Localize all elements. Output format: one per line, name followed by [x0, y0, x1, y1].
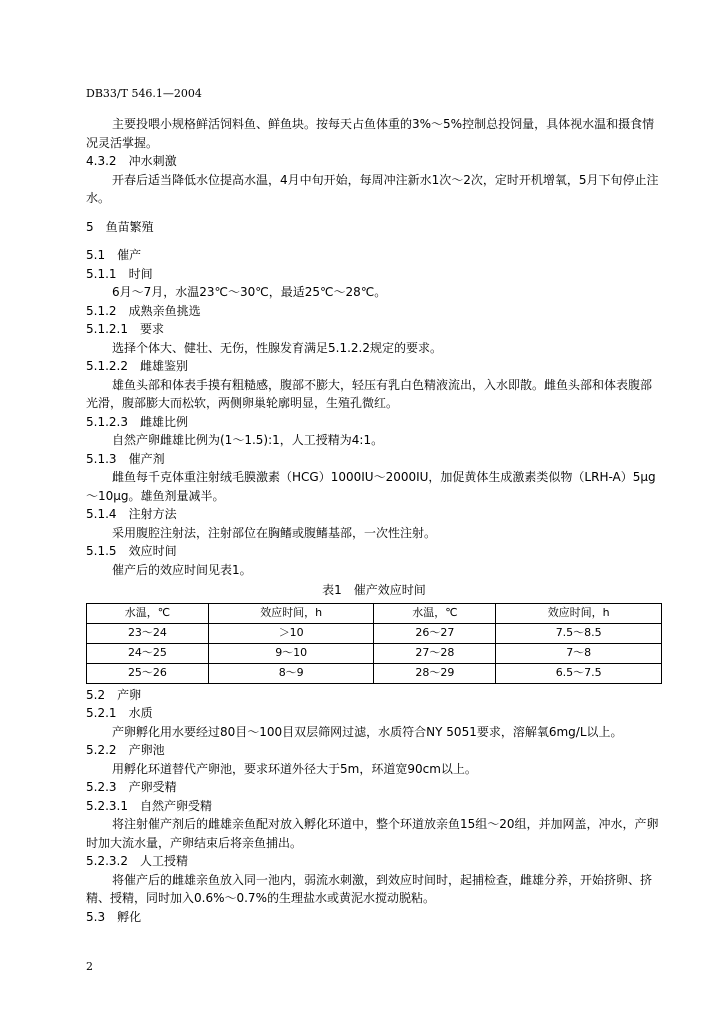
- table-caption: 表1 催产效应时间: [322, 583, 426, 597]
- table-cell: 8～9: [208, 663, 374, 683]
- paragraph: 用孵化环道替代产卵池，要求环道外径大于5m，环道宽90cm以上。: [112, 761, 477, 776]
- section-number: 5.1.5: [86, 544, 117, 558]
- table-cell: 27～28: [374, 643, 496, 663]
- section-heading: [86, 302, 662, 321]
- paragraph: 自然产卵雌雄比例为(1～1.5):1，人工授精为4:1。: [112, 433, 384, 447]
- section-title: 雌雄比例: [140, 414, 189, 429]
- section-title: 雌雄鉴别: [140, 359, 189, 373]
- section-heading: [86, 704, 662, 723]
- paragraph: 雄鱼头部和体表手摸有粗糙感，腹部不膨大，轻压有乳白色精液流出，入水即散。雌鱼头部和体表腹部光滑，腹部膨大而松软，两侧卵巢轮廓明显，生殖孔微红。: [86, 377, 653, 410]
- table-cell: 26～27: [374, 623, 496, 643]
- table-cell: 25～26: [87, 663, 209, 683]
- table-row: [87, 663, 662, 683]
- page-number: 2: [86, 960, 93, 973]
- section-heading: [86, 908, 662, 927]
- section-number: 5.1.2.3: [86, 414, 128, 429]
- table-row: [87, 643, 662, 663]
- section-heading: [86, 542, 662, 561]
- section-title: 催产剂: [128, 451, 165, 466]
- table-cell: 7～8: [496, 643, 662, 663]
- section-heading: [86, 218, 662, 237]
- paragraph: 开春后适当降低水位提高水温，4月中旬开始，每周冲注新水1次～2次，定时开机增氧，5月下旬停止注水。: [86, 172, 659, 205]
- section-number: 5: [86, 219, 94, 234]
- table-cell: 9～10: [208, 643, 374, 663]
- section-heading: [86, 686, 662, 705]
- section-title: 自然产卵受精: [140, 798, 213, 813]
- section-heading: [86, 852, 662, 871]
- paragraph: 6月～7月，水温23℃～30℃，最适25℃～28℃。: [112, 285, 387, 299]
- section-number: 5.2: [86, 687, 106, 702]
- table-header-cell: 水温，℃: [87, 603, 209, 623]
- section-heading: [86, 357, 662, 376]
- section-number: 5.2.3.2: [86, 854, 128, 868]
- section-heading: [86, 797, 662, 816]
- section-title: 水质: [128, 706, 153, 720]
- paragraph: 产卵孵化用水要经过80目～100目双层筛网过滤，水质符合NY 5051要求，溶解氧6mg/L以上。: [112, 724, 623, 739]
- table-cell: 6.5～7.5: [496, 663, 662, 683]
- section-number: 5.1.2.2: [86, 359, 128, 373]
- section-title: 成熟亲鱼挑选: [128, 303, 201, 318]
- section-heading: [86, 778, 662, 797]
- section-heading: [86, 152, 662, 171]
- paragraph: 采用腹腔注射法，注射部位在胸鳍或腹鳍基部，一次性注射。: [112, 525, 437, 540]
- section-title: 效应时间: [128, 544, 177, 558]
- response-time-table: [86, 603, 662, 684]
- section-heading: [86, 450, 662, 469]
- section-number: 5.1.1: [86, 266, 117, 281]
- table-cell: 7.5～8.5: [496, 623, 662, 643]
- paragraph: 雌鱼每千克体重注射绒毛膜激素（HCG）1000IU～2000IU，加促黄体生成激素类似物（LRH-A）5μg～10μg。雄鱼剂量减半。: [86, 470, 656, 503]
- table-cell: 24～25: [87, 643, 209, 663]
- section-number: 5.2.3.1: [86, 798, 128, 813]
- section-number: 5.1.2.1: [86, 322, 128, 336]
- section-title: 时间: [128, 266, 153, 281]
- section-title: 冲水刺激: [128, 154, 177, 168]
- section-heading: [86, 320, 662, 339]
- section-title: 产卵受精: [128, 780, 177, 794]
- paragraph: 选择个体大、健壮、无伤，性腺发育满足5.1.2.2规定的要求。: [112, 340, 442, 355]
- table-cell: ＞10: [208, 623, 374, 643]
- paragraph: 将注射催产剂后的雌雄亲鱼配对放入孵化环道中，整个环道放亲鱼15组～20组，并加网盖，冲水，产卵时加大流水量，产卵结束后将亲鱼捕出。: [86, 817, 659, 850]
- section-title: 产卵: [117, 687, 142, 702]
- section-title: 人工授精: [140, 854, 189, 868]
- table-header-cell: 水温，℃: [374, 603, 496, 623]
- section-title: 孵化: [117, 909, 142, 924]
- section-title: 要求: [140, 322, 165, 336]
- table-cell: 28～29: [374, 663, 496, 683]
- document-body: [86, 115, 662, 926]
- table-header-row: [87, 603, 662, 623]
- section-heading: [86, 246, 662, 265]
- paragraph: 催产后的效应时间见表1。: [112, 562, 252, 577]
- section-title: 注射方法: [128, 507, 177, 521]
- section-number: 4.3.2: [86, 154, 117, 168]
- section-number: 5.1.3: [86, 451, 117, 466]
- page-header: DB33/T 546.1—2004: [86, 87, 202, 100]
- section-spacer: [86, 236, 662, 246]
- section-heading: [86, 741, 662, 760]
- section-number: 5.1: [86, 248, 106, 262]
- section-number: 5.3: [86, 909, 106, 924]
- section-number: 5.1.2: [86, 303, 117, 318]
- section-number: 5.2.1: [86, 706, 117, 720]
- section-number: 5.2.2: [86, 743, 117, 757]
- section-heading: [86, 505, 662, 524]
- section-title: 鱼苗繁殖: [105, 219, 154, 234]
- table-cell: 23～24: [87, 623, 209, 643]
- section-title: 催产: [117, 248, 142, 262]
- table-header-cell: 效应时间，h: [208, 603, 374, 623]
- section-number: 5.2.3: [86, 780, 117, 794]
- paragraph: 主要投喂小规格鲜活饲料鱼、鲜鱼块。按每天占鱼体重的3%～5%控制总投饲量，具体视水温和摄食情况灵活掌握。: [86, 117, 655, 150]
- table-row: [87, 623, 662, 643]
- section-heading: [86, 413, 662, 432]
- section-spacer: [86, 208, 662, 218]
- table-header-cell: 效应时间，h: [496, 603, 662, 623]
- paragraph: 将催产后的雌雄亲鱼放入同一池内，弱流水刺激，到效应时间时，起捕检查，雌雄分养，开始挤卵、挤精、授精，同时加入0.6%～0.7%的生理盐水或黄泥水搅动脱粘。: [86, 872, 653, 905]
- section-title: 产卵池: [128, 743, 165, 757]
- section-number: 5.1.4: [86, 507, 117, 521]
- section-heading: [86, 265, 662, 284]
